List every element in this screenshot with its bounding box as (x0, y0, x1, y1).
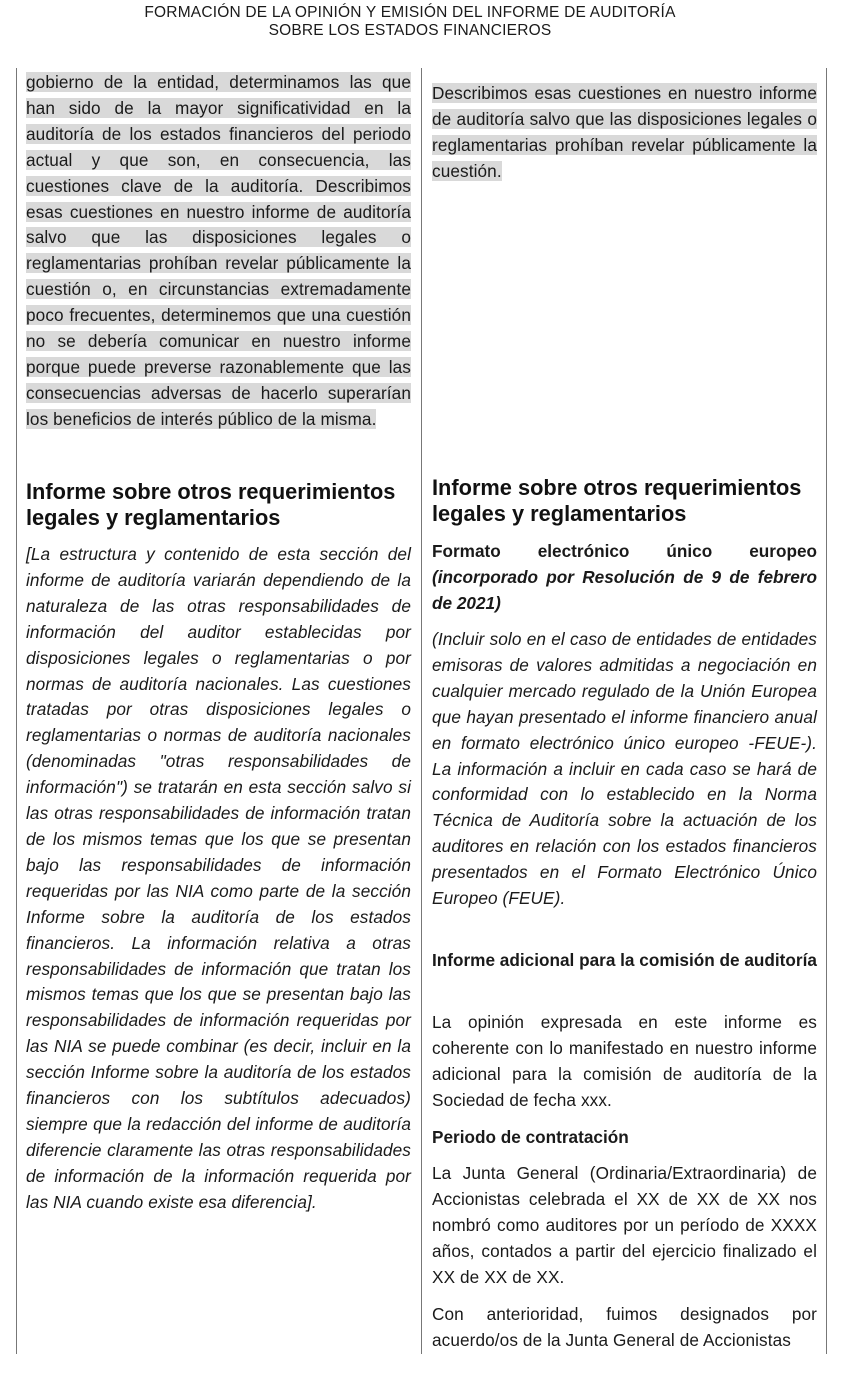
column-rule-right (826, 68, 827, 1354)
left-intro-paragraph: gobierno de la entidad, determinamos las que han sido de la mayor significatividad en la auditoría de los estados financieros del periodo actual y que son, en consecuencia, las cuestiones clave de la auditoría. Describimos esas cuestiones en nuestro informe de auditoría salvo que las disposiciones legales o reglamentarias prohíban revelar públicamente la cuestión o, en circunstancias extremadamente poco frecuentes, determinemos que una cuestión no se debería comunicar en nuestro informe porque puede preverse razonablemente que las consecuencias adversas de hacerlo superarían los beneficios de interés público de la misma. (26, 72, 411, 429)
feue-title: Formato electrónico único europeo (432, 541, 817, 561)
left-intro-block (26, 70, 411, 433)
contract-subheading: Periodo de contratación (432, 1127, 629, 1147)
header-line-2: SOBRE LOS ESTADOS FINANCIEROS (268, 22, 552, 39)
right-intro-paragraph: Describimos esas cuestiones en nuestro informe de auditoría salvo que las disposiciones legales o reglamentarias prohíban revelar públicamente la cuestión. (432, 83, 817, 181)
right-intro-block (432, 81, 817, 185)
feue-note: (incorporado por Resolución de 9 de febrero de 2021) (432, 566, 817, 613)
feue-paragraph: (Incluir solo en el caso de entidades de entidades emisoras de valores admitidas a negociación en cualquier mercado regulado de la Unión Europea que hayan presentado el informe financiero anual en formato electrónico único europeo -FEUE-). La información a incluir en cada caso se hará de conformidad con lo establecido en la Norma Técnica de Auditoría sobre la actuación de los auditores en relación con los estados financieros presentados en el Formato Electrónico Único Europeo (FEUE). (432, 629, 817, 909)
page-header (0, 4, 820, 40)
header-line-1: FORMACIÓN DE LA OPINIÓN Y EMISIÓN DEL INFORME DE AUDITORÍA (144, 4, 676, 21)
commission-subheading: Informe adicional para la comisión de auditoría (432, 950, 817, 970)
column-rule-middle (421, 68, 422, 1354)
right-section-heading: Informe sobre otros requerimientos legales y reglamentarios (432, 475, 802, 526)
left-section-paragraph: [La estructura y contenido de esta sección del informe de auditoría variarán dependiendo de la naturaleza de las otras responsabilidades de información del auditor establecidas por disposiciones legales o reglamentarias o por normas de auditoría nacionales. Las cuestiones tratadas por otras disposiciones legales o reglamentarias o normas de auditoría nacionales (denominadas "otras responsabilidades de información") se tratarán en esta sección salvo si las otras responsabilidades de información tratan de los mismos temas que los que se presentan bajo las responsabilidades de información requeridas por las NIA como parte de la sección Informe sobre la auditoría de los estados financieros. La información relativa a otras responsabilidades de información que tratan los mismos temas que los que se presentan bajo las responsabilidades de información requeridas por las NIA se puede combinar (es decir, incluir en la sección Informe sobre la auditoría de los estados financieros con los subtítulos adecuados) siempre que la redacción del informe de auditoría diferencie claramente las otras responsabilidades de información de la información requerida por las NIA cuando existe esa diferencia]. (26, 544, 411, 1212)
previous-paragraph: Con anterioridad, fuimos designados por acuerdo/os de la Junta General de Accionistas (432, 1304, 817, 1350)
feue-subheading (432, 539, 817, 617)
left-section-heading: Informe sobre otros requerimientos legales y reglamentarios (26, 479, 396, 530)
contract-paragraph: La Junta General (Ordinaria/Extraordinaria) de Accionistas celebrada el XX de XX de XX nos nombró como auditores por un período de XXXX años, contados a partir del ejercicio finalizado el XX de XX de XX. (432, 1163, 817, 1287)
column-rule-left (16, 68, 17, 1354)
commission-paragraph: La opinión expresada en este informe es coherente con lo manifestado en nuestro informe adicional para la comisión de auditoría de la Sociedad de fecha xxx. (432, 1012, 817, 1110)
